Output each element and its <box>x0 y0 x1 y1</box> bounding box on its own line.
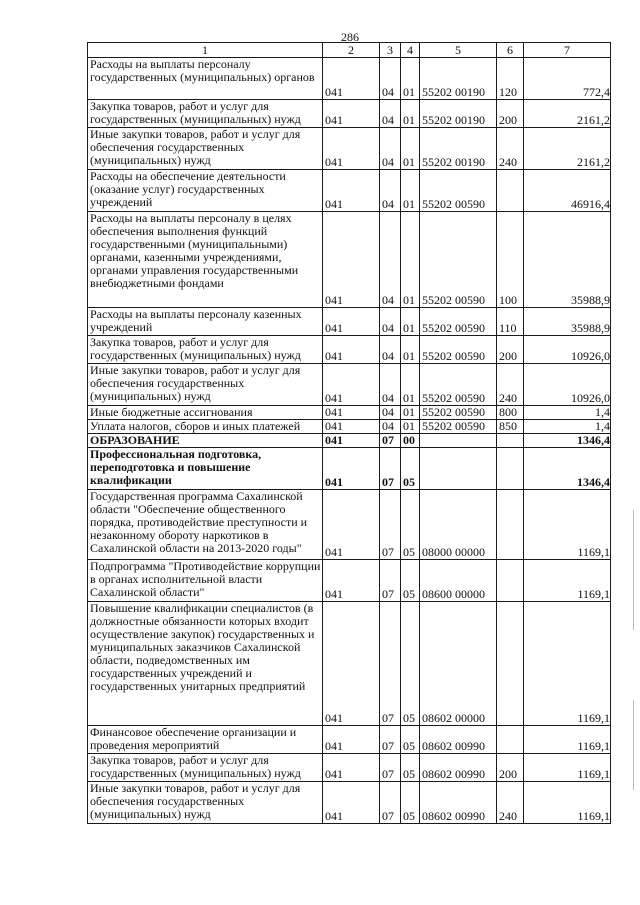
section-cell: 07 <box>380 448 401 490</box>
row-name-cell: Закупка товаров, работ и услуг для государственных (муниципальных) нужд <box>88 336 323 364</box>
target-code-cell: 08602 00000 <box>420 602 497 726</box>
row-name-cell: Иные закупки товаров, работ и услуг для обеспечения государственных (муниципальных) нужд <box>88 128 323 170</box>
admin-code-cell: 041 <box>323 100 380 128</box>
admin-code-cell: 041 <box>323 754 380 782</box>
section-cell: 07 <box>380 560 401 602</box>
amount-cell: 772,4 <box>524 58 611 100</box>
row-name-cell: Расходы на выплаты персоналу в целях обеспечения выполнения функций государственными (муниципальными) органами, казенными учреждениями, органами управления государственными внебюджетными фондами <box>88 212 323 308</box>
table-row <box>88 448 611 490</box>
expense-type-cell: 110 <box>497 308 524 336</box>
row-name-cell: Профессиональная подготовка, переподготовка и повышение квалификации <box>88 448 323 490</box>
table-header-row <box>88 43 611 58</box>
subsection-cell: 05 <box>401 490 420 560</box>
row-name-cell: Финансовое обеспечение организации и проведения мероприятий <box>88 726 323 754</box>
table-row <box>88 170 611 212</box>
expense-type-cell <box>497 560 524 602</box>
target-code-cell: 55202 00590 <box>420 336 497 364</box>
row-name-cell: Повышение квалификации специалистов (в должностные обязанности которых входит осуществление закупок) государственных и муниципальных заказчиков Сахалинской области, подведомственных им государственных учреждений и государственных унитарных предприятий <box>88 602 323 726</box>
budget-table <box>87 42 611 824</box>
expense-type-cell: 120 <box>497 58 524 100</box>
admin-code-cell: 041 <box>323 336 380 364</box>
expense-type-cell <box>497 434 524 448</box>
table-row <box>88 754 611 782</box>
subsection-cell: 01 <box>401 128 420 170</box>
section-cell: 04 <box>380 100 401 128</box>
target-code-cell: 55202 00590 <box>420 170 497 212</box>
table-row <box>88 128 611 170</box>
page-number: 286 <box>341 30 359 44</box>
row-name-cell: Закупка товаров, работ и услуг для государственных (муниципальных) нужд <box>88 100 323 128</box>
header-cell: 5 <box>420 43 497 58</box>
amount-cell: 46916,4 <box>524 170 611 212</box>
subsection-cell: 01 <box>401 308 420 336</box>
row-name-cell: Иные закупки товаров, работ и услуг для обеспечения государственных (муниципальных) нужд <box>88 364 323 406</box>
section-cell: 07 <box>380 434 401 448</box>
section-cell: 04 <box>380 336 401 364</box>
admin-code-cell: 041 <box>323 128 380 170</box>
subsection-cell: 01 <box>401 58 420 100</box>
admin-code-cell: 041 <box>323 212 380 308</box>
section-cell: 04 <box>380 58 401 100</box>
target-code-cell: 55202 00590 <box>420 308 497 336</box>
amount-cell: 1169,1 <box>524 726 611 754</box>
row-name-cell: Расходы на выплаты персоналу казенных учреждений <box>88 308 323 336</box>
expense-type-cell: 200 <box>497 100 524 128</box>
expense-type-cell <box>497 602 524 726</box>
amount-cell: 35988,9 <box>524 212 611 308</box>
target-code-cell: 08602 00990 <box>420 782 497 824</box>
target-code-cell <box>420 434 497 448</box>
admin-code-cell: 041 <box>323 434 380 448</box>
subsection-cell: 01 <box>401 336 420 364</box>
header-cell: 6 <box>497 43 524 58</box>
expense-type-cell: 200 <box>497 754 524 782</box>
scan-edge-mark <box>633 700 634 790</box>
target-code-cell: 55202 00590 <box>420 212 497 308</box>
table-row <box>88 58 611 100</box>
admin-code-cell: 041 <box>323 448 380 490</box>
section-cell: 07 <box>380 602 401 726</box>
subsection-cell: 01 <box>401 212 420 308</box>
table-row <box>88 782 611 824</box>
subsection-cell: 01 <box>401 420 420 434</box>
amount-cell: 10926,0 <box>524 364 611 406</box>
expense-type-cell: 800 <box>497 406 524 420</box>
target-code-cell <box>420 448 497 490</box>
admin-code-cell: 041 <box>323 490 380 560</box>
table-row <box>88 420 611 434</box>
header-cell: 7 <box>524 43 611 58</box>
scan-edge-mark <box>633 510 634 630</box>
expense-type-cell <box>497 726 524 754</box>
header-cell: 4 <box>401 43 420 58</box>
amount-cell: 1169,1 <box>524 782 611 824</box>
admin-code-cell: 041 <box>323 364 380 406</box>
amount-cell: 1346,4 <box>524 448 611 490</box>
subsection-cell: 05 <box>401 782 420 824</box>
target-code-cell: 55202 00590 <box>420 406 497 420</box>
subsection-cell: 05 <box>401 754 420 782</box>
admin-code-cell: 041 <box>323 560 380 602</box>
section-cell: 07 <box>380 726 401 754</box>
amount-cell: 35988,9 <box>524 308 611 336</box>
admin-code-cell: 041 <box>323 308 380 336</box>
expense-type-cell <box>497 448 524 490</box>
header-cell: 2 <box>323 43 380 58</box>
row-name-cell: Иные закупки товаров, работ и услуг для обеспечения государственных (муниципальных) нужд <box>88 782 323 824</box>
row-name-cell: Расходы на выплаты персоналу государственных (муниципальных) органов <box>88 58 323 100</box>
section-cell: 04 <box>380 308 401 336</box>
table-row <box>88 100 611 128</box>
row-name-cell: Иные бюджетные ассигнования <box>88 406 323 420</box>
target-code-cell: 55202 00590 <box>420 364 497 406</box>
subsection-cell: 01 <box>401 170 420 212</box>
amount-cell: 1,4 <box>524 420 611 434</box>
table-row <box>88 434 611 448</box>
table-row <box>88 364 611 406</box>
subsection-cell: 05 <box>401 602 420 726</box>
section-cell: 07 <box>380 490 401 560</box>
section-cell: 04 <box>380 364 401 406</box>
expense-type-cell <box>497 490 524 560</box>
target-code-cell: 55202 00590 <box>420 420 497 434</box>
admin-code-cell: 041 <box>323 170 380 212</box>
amount-cell: 2161,2 <box>524 100 611 128</box>
target-code-cell: 55202 00190 <box>420 128 497 170</box>
row-name-cell: Закупка товаров, работ и услуг для государственных (муниципальных) нужд <box>88 754 323 782</box>
amount-cell: 1169,1 <box>524 490 611 560</box>
table-row <box>88 336 611 364</box>
target-code-cell: 55202 00190 <box>420 100 497 128</box>
amount-cell: 10926,0 <box>524 336 611 364</box>
amount-cell: 1,4 <box>524 406 611 420</box>
table-row <box>88 308 611 336</box>
section-cell: 04 <box>380 420 401 434</box>
amount-cell: 1169,1 <box>524 560 611 602</box>
table-row <box>88 560 611 602</box>
expense-type-cell: 240 <box>497 128 524 170</box>
admin-code-cell: 041 <box>323 602 380 726</box>
section-cell: 04 <box>380 212 401 308</box>
target-code-cell: 08600 00000 <box>420 560 497 602</box>
subsection-cell: 05 <box>401 448 420 490</box>
section-cell: 04 <box>380 128 401 170</box>
subsection-cell: 00 <box>401 434 420 448</box>
expense-type-cell: 200 <box>497 336 524 364</box>
target-code-cell: 55202 00190 <box>420 58 497 100</box>
expense-type-cell <box>497 170 524 212</box>
section-cell: 04 <box>380 170 401 212</box>
table-row <box>88 212 611 308</box>
table-row <box>88 490 611 560</box>
admin-code-cell: 041 <box>323 406 380 420</box>
row-name-cell: Расходы на обеспечение деятельности (оказание услуг) государственных учреждений <box>88 170 323 212</box>
target-code-cell: 08602 00990 <box>420 726 497 754</box>
section-cell: 07 <box>380 754 401 782</box>
target-code-cell: 08602 00990 <box>420 754 497 782</box>
subsection-cell: 05 <box>401 726 420 754</box>
expense-type-cell: 850 <box>497 420 524 434</box>
admin-code-cell: 041 <box>323 726 380 754</box>
row-name-cell: ОБРАЗОВАНИЕ <box>88 434 323 448</box>
target-code-cell: 08000 00000 <box>420 490 497 560</box>
expense-type-cell: 240 <box>497 364 524 406</box>
header-cell: 3 <box>380 43 401 58</box>
section-cell: 04 <box>380 406 401 420</box>
table-row <box>88 726 611 754</box>
expense-type-cell: 100 <box>497 212 524 308</box>
expense-type-cell: 240 <box>497 782 524 824</box>
table-row <box>88 602 611 726</box>
amount-cell: 1169,1 <box>524 602 611 726</box>
admin-code-cell: 041 <box>323 58 380 100</box>
amount-cell: 1346,4 <box>524 434 611 448</box>
table-row <box>88 406 611 420</box>
row-name-cell: Подпрограмма "Противодействие коррупции в органах исполнительной власти Сахалинской области" <box>88 560 323 602</box>
admin-code-cell: 041 <box>323 420 380 434</box>
subsection-cell: 01 <box>401 364 420 406</box>
row-name-cell: Государственная программа Сахалинской области "Обеспечение общественного порядка, противодействие преступности и незаконному обороту наркотиков в Сахалинской области на 2013-2020 годы" <box>88 490 323 560</box>
subsection-cell: 01 <box>401 100 420 128</box>
header-cell: 1 <box>88 43 323 58</box>
row-name-cell: Уплата налогов, сборов и иных платежей <box>88 420 323 434</box>
subsection-cell: 05 <box>401 560 420 602</box>
subsection-cell: 01 <box>401 406 420 420</box>
amount-cell: 2161,2 <box>524 128 611 170</box>
amount-cell: 1169,1 <box>524 754 611 782</box>
admin-code-cell: 041 <box>323 782 380 824</box>
section-cell: 07 <box>380 782 401 824</box>
